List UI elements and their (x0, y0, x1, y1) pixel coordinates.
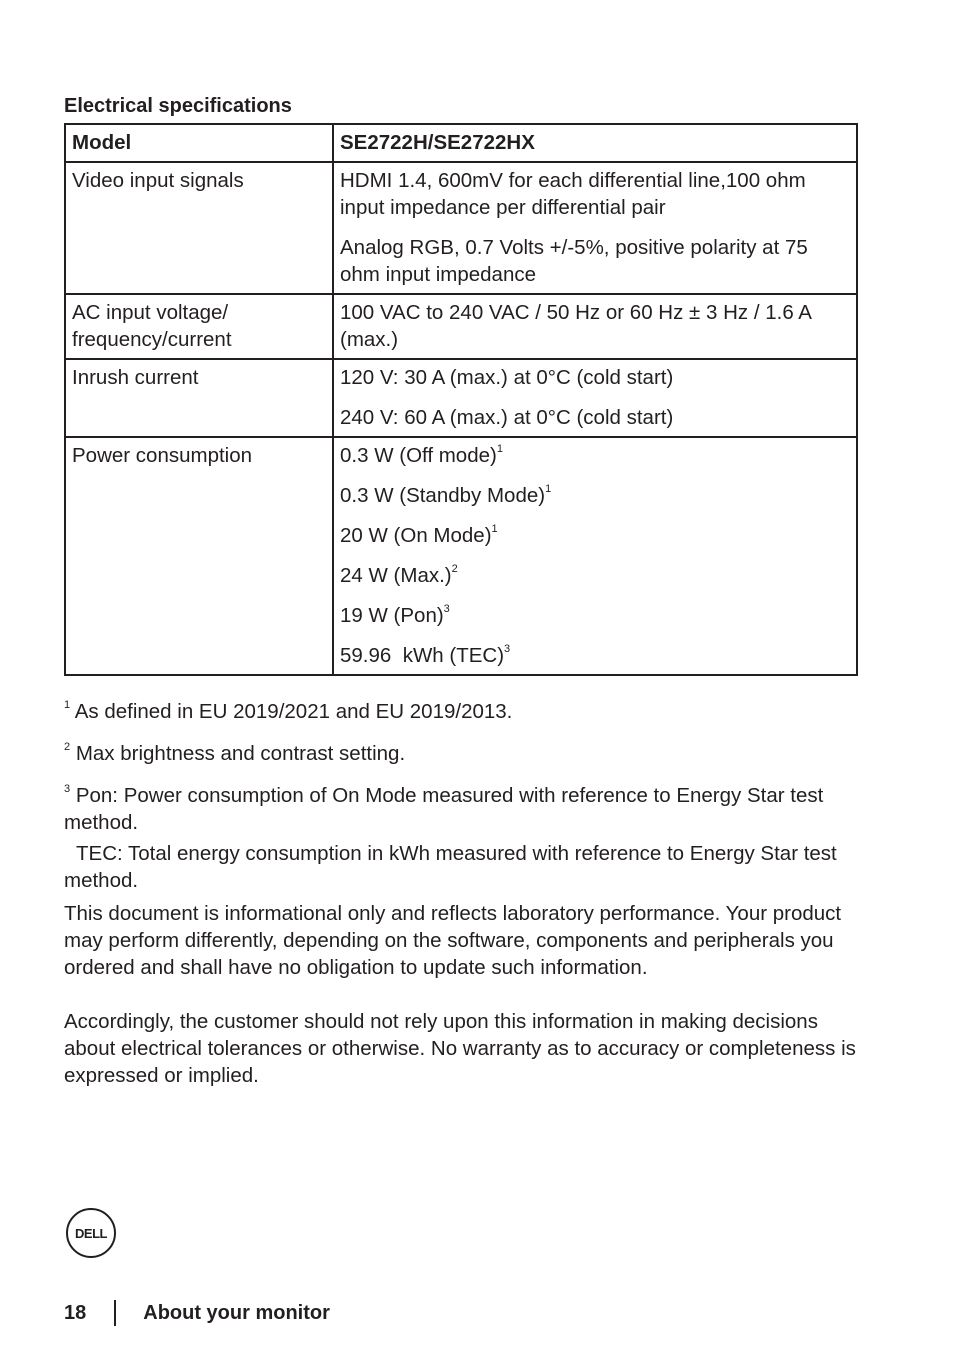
row-value: Analog RGB, 0.7 Volts +/-5%, positive polarity at 75 ohm input impedance (340, 236, 808, 286)
row-value: 100 VAC to 240 VAC / 50 Hz or 60 Hz ± 3 Hz / 1.6 A (max.) (340, 301, 811, 351)
row-label: Video input signals (65, 162, 333, 294)
footnote-ref: 3 (443, 603, 450, 615)
footnote: $^3$ Pon: Power consumption of On Mode measured with reference to Energy Star test method. (64, 783, 824, 834)
page-footer (64, 1300, 330, 1326)
row-label: Power consumption (65, 437, 333, 675)
footer-divider (114, 1300, 116, 1326)
row-value: 24 W $(Max.)^2$ (340, 563, 458, 587)
table-header-row (65, 124, 857, 162)
disclaimer-paragraph: Accordingly, the customer should not rely upon this information in making decisions about electrical tolerances or otherwise. No warranty as to accuracy or completeness is expressed or implied. (64, 1010, 856, 1087)
row-value: HDMI 1.4, 600mV for each differential line,100 ohm input impedance per differential pair (340, 169, 806, 219)
table-row (65, 437, 857, 675)
header-value: SE2722H/SE2722HX (333, 124, 857, 162)
disclaimer-paragraph: This document is informational only and reflects laboratory performance. Your product may perform differently, depending on the software, components and peripherals you ordered and shall have no obligation to update such information. (64, 902, 842, 979)
footnote-ref: 3 (504, 643, 511, 655)
row-value: 0.3 W (Off mode)$^1$ (340, 443, 503, 467)
header-label: Model (65, 124, 333, 162)
footnote-ref: 2 (451, 563, 458, 575)
footer-section-title: About your monitor (143, 1301, 330, 1324)
row-value: 0.3 W (Standby Mode)$^1$ (340, 483, 552, 507)
row-value: 120 V: 30 A (max.) at 0°C (cold start) (340, 366, 674, 389)
table-row (65, 162, 857, 294)
row-value: 19 W (Pon)$^3$ (340, 603, 450, 627)
row-value: 20 W (On Mode)$^1$ (340, 523, 498, 547)
footnote: $^2$ Max brightness and contrast setting. (64, 741, 406, 765)
table-row (65, 359, 857, 437)
row-values (333, 359, 857, 437)
footnote-continuation: TEC: Total energy consumption in kWh measured with reference to Energy Star test method. (64, 842, 837, 892)
section-title: Electrical specifications (64, 95, 292, 117)
spec-table (64, 123, 858, 676)
footnote-ref: 1 (545, 483, 552, 495)
table-row (65, 294, 857, 359)
row-label: Inrush current (65, 359, 333, 437)
footnote-ref: 1 (491, 523, 498, 535)
row-value: 59.96 kWh (TEC)$^3$ (340, 643, 511, 667)
dell-logo: DELL (66, 1208, 116, 1258)
page-content (64, 95, 864, 1089)
row-value: 240 V: 60 A (max.) at 0°C (cold start) (340, 406, 674, 429)
row-label: AC input voltage/ frequency/current (65, 294, 333, 359)
footnote: $^1$ As defined in EU 2019/2021 and EU 2019/2013. (64, 699, 513, 723)
page-number: 18 (64, 1301, 87, 1324)
row-values (333, 437, 857, 675)
row-values (333, 294, 857, 359)
footnote-ref: 1 (496, 443, 503, 455)
row-values (333, 162, 857, 294)
notes (64, 698, 864, 1089)
